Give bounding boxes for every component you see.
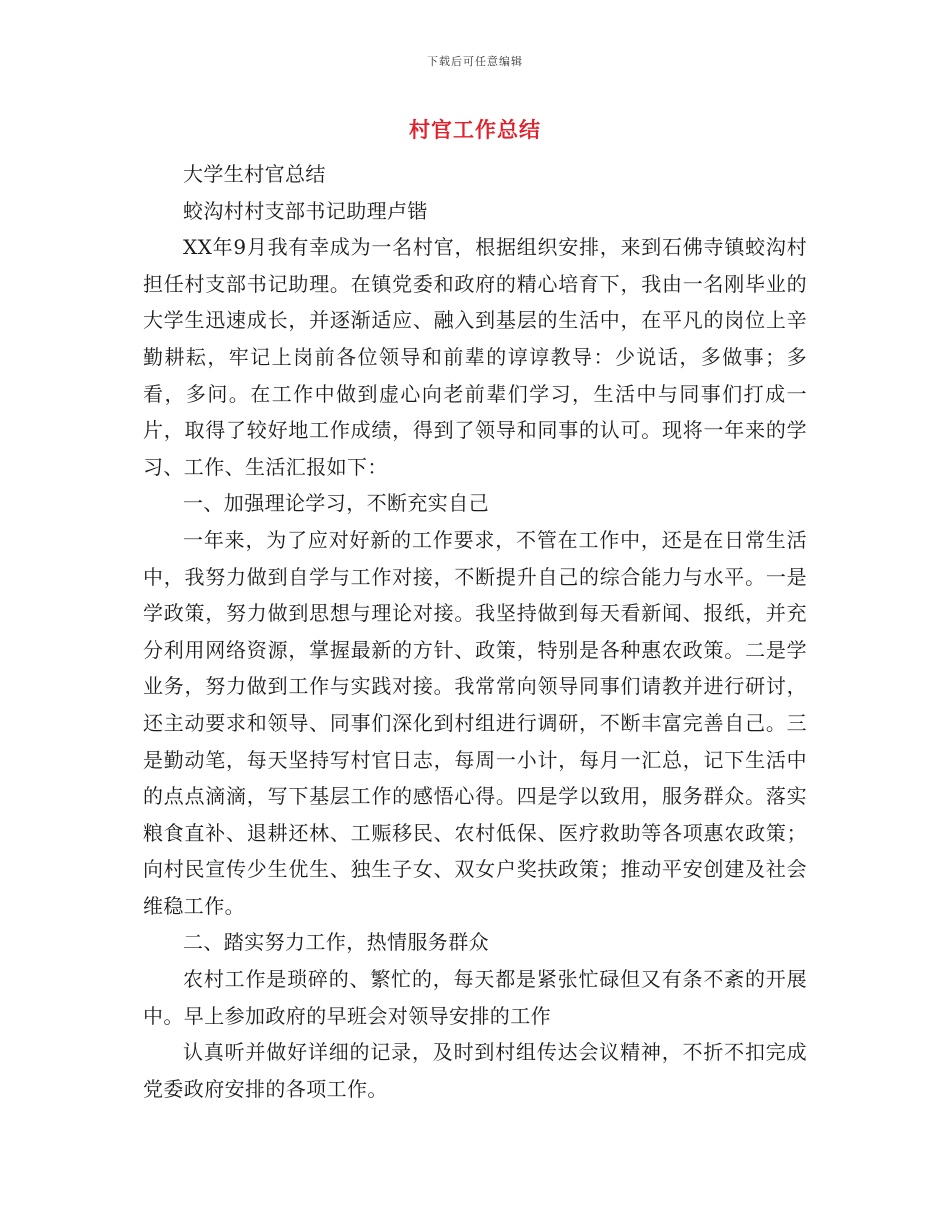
intro-paragraph: XX年9月我有幸成为一名村官，根据组织安排，来到石佛寺镇蛟沟村担任村支部书记助理。在镇党委和政府的精心培育下，我由一名刚毕业的大学生迅速成长，并逐渐适应、融入到基层的生活中，在平凡的岗位上辛勤耕耘，牢记上岗前各位领导和前辈的谆谆教导：少说话，多做事；多看，多问。在工作中做到虚心向老前辈们学习，生活中与同事们打成一片，取得了较好地工作成绩，得到了领导和同事的认可。现将一年来的学习、工作、生活汇报如下： — [143, 235, 807, 479]
section-heading-2: 二、踏实努力工作，热情服务群众 — [183, 930, 489, 955]
section-1-paragraph: 一年来，为了应对好新的工作要求，不管在工作中，还是在日常生活中，我努力做到自学与工作对接，不断提升自己的综合能力与水平。一是学政策，努力做到思想与理论对接。我坚持做到每天看新闻、报纸，并充分利用网络资源，掌握最新的方针、政策，特别是各种惠农政策。二是学业务，努力做到工作与实践对接。我常常向领导同事们请教并进行研讨，还主动要求和领导、同事们深化到村组进行调研，不断丰富完善自己。三是勤动笔，每天坚持写村官日志，每周一小计，每月一汇总，记下生活中的点点滴滴，写下基层工作的感悟心得。四是学以致用，服务群众。落实粮食直补、退耕还林、工赈移民、农村低保、医疗救助等各项惠农政策；向村民宣传少生优生、独生子女、双女户奖扶政策；推动平安创建及社会维稳工作。 — [143, 527, 807, 918]
document-title: 村官工作总结 — [409, 117, 541, 142]
section-2-paragraph-continued: 认真听并做好详细的记录，及时到村组传达会议精神，不折不扣完成党委政府安排的各项工作。 — [143, 1040, 807, 1101]
page-header-note: 下载后可任意编辑 — [427, 55, 523, 68]
author-paragraph: 蛟沟村村支部书记助理卢锴 — [183, 198, 428, 223]
section-heading-1: 一、加强理论学习，不断充实自己 — [183, 491, 489, 516]
section-2-paragraph: 农村工作是琐碎的、繁忙的，每天都是紧张忙碌但又有条不紊的开展中。早上参加政府的早班会对领导安排的工作 — [143, 967, 807, 1028]
subtitle-paragraph: 大学生村官总结 — [183, 162, 326, 186]
document-body — [143, 156, 807, 1107]
